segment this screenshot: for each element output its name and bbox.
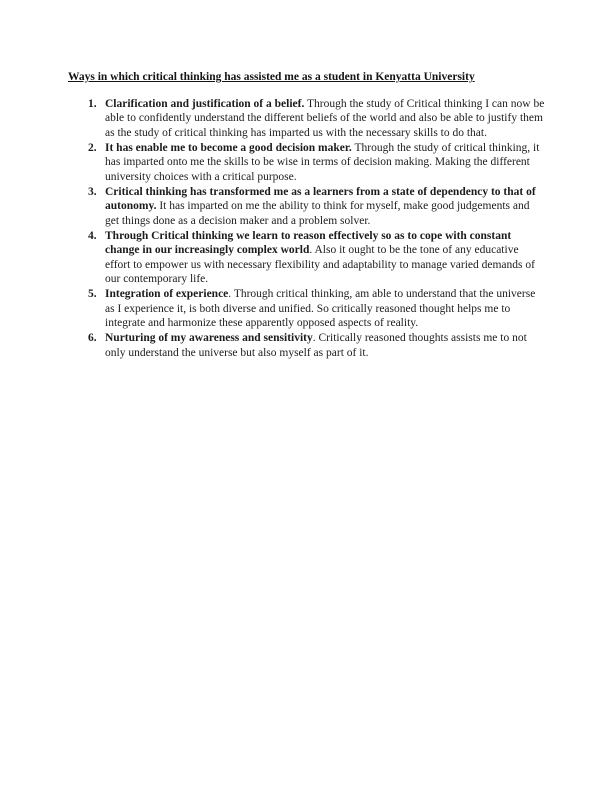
list-item-body: It has imparted on me the ability to think for myself, make good judgements and get things done as a decision maker and a problem solver.: [105, 200, 530, 227]
list-item: [68, 229, 546, 288]
list-item-body: Through the study of critical thinking, it has imparted onto me the skills to be wise in terms of decision making. Making the different university choices with a critical purpose.: [105, 141, 540, 183]
list-item-lead: Clarification and justification of a belief.: [105, 97, 305, 110]
list-item: [68, 97, 546, 141]
list-item-lead: Nurturing of my awareness and sensitivity: [105, 332, 313, 345]
list-item-lead: Critical thinking has transformed me as a learners from a state of dependency to that of autonomy.: [105, 185, 536, 213]
list-item-text: [105, 97, 546, 141]
list-item: [68, 331, 546, 360]
document-title: Ways in which critical thinking has assisted me as a student in Kenyatta University: [68, 71, 475, 83]
list-item-number: 1.: [88, 97, 97, 110]
list-item-text: [105, 185, 546, 229]
list-item: [68, 185, 546, 229]
list-item-body: . Critically reasoned thoughts assists me to not only understand the universe but also myself as part of it.: [105, 332, 527, 359]
list-item-text: [105, 331, 546, 360]
list-item-number: 5.: [88, 288, 97, 301]
list-item-lead: Integration of experience: [105, 288, 229, 301]
list-item: [68, 287, 546, 331]
list-item: [68, 141, 546, 185]
list-item-text: [105, 287, 546, 331]
list-item-text: [105, 229, 546, 288]
numbered-list: [68, 97, 546, 361]
list-item-number: 3.: [88, 185, 97, 198]
list-item-body: . Also it ought to be the tone of any educative effort to empower us with necessary flexibility and adaptability to manage varied demands of our contemporary life.: [105, 244, 535, 286]
list-item-body: . Through critical thinking, am able to understand that the universe as I experience it, is both diverse and unified. So critically reasoned thought helps me to integrate and harmonize these apparently opposed aspects of reality.: [105, 288, 536, 330]
list-item-lead: It has enable me to become a good decision maker.: [105, 141, 352, 154]
list-item-number: 6.: [88, 332, 97, 345]
list-item-body: Through the study of Critical thinking I can now be able to confidently understand the different beliefs of the world and also be able to justify them as the study of critical thinking has imparted us with the necessary skills to do that.: [105, 97, 545, 139]
list-item-number: 2.: [88, 141, 97, 154]
list-item-number: 4.: [88, 229, 97, 242]
list-item-lead: Through Critical thinking we learn to reason effectively so as to cope with constant change in our increasingly complex world: [105, 229, 512, 257]
list-item-text: [105, 141, 546, 185]
